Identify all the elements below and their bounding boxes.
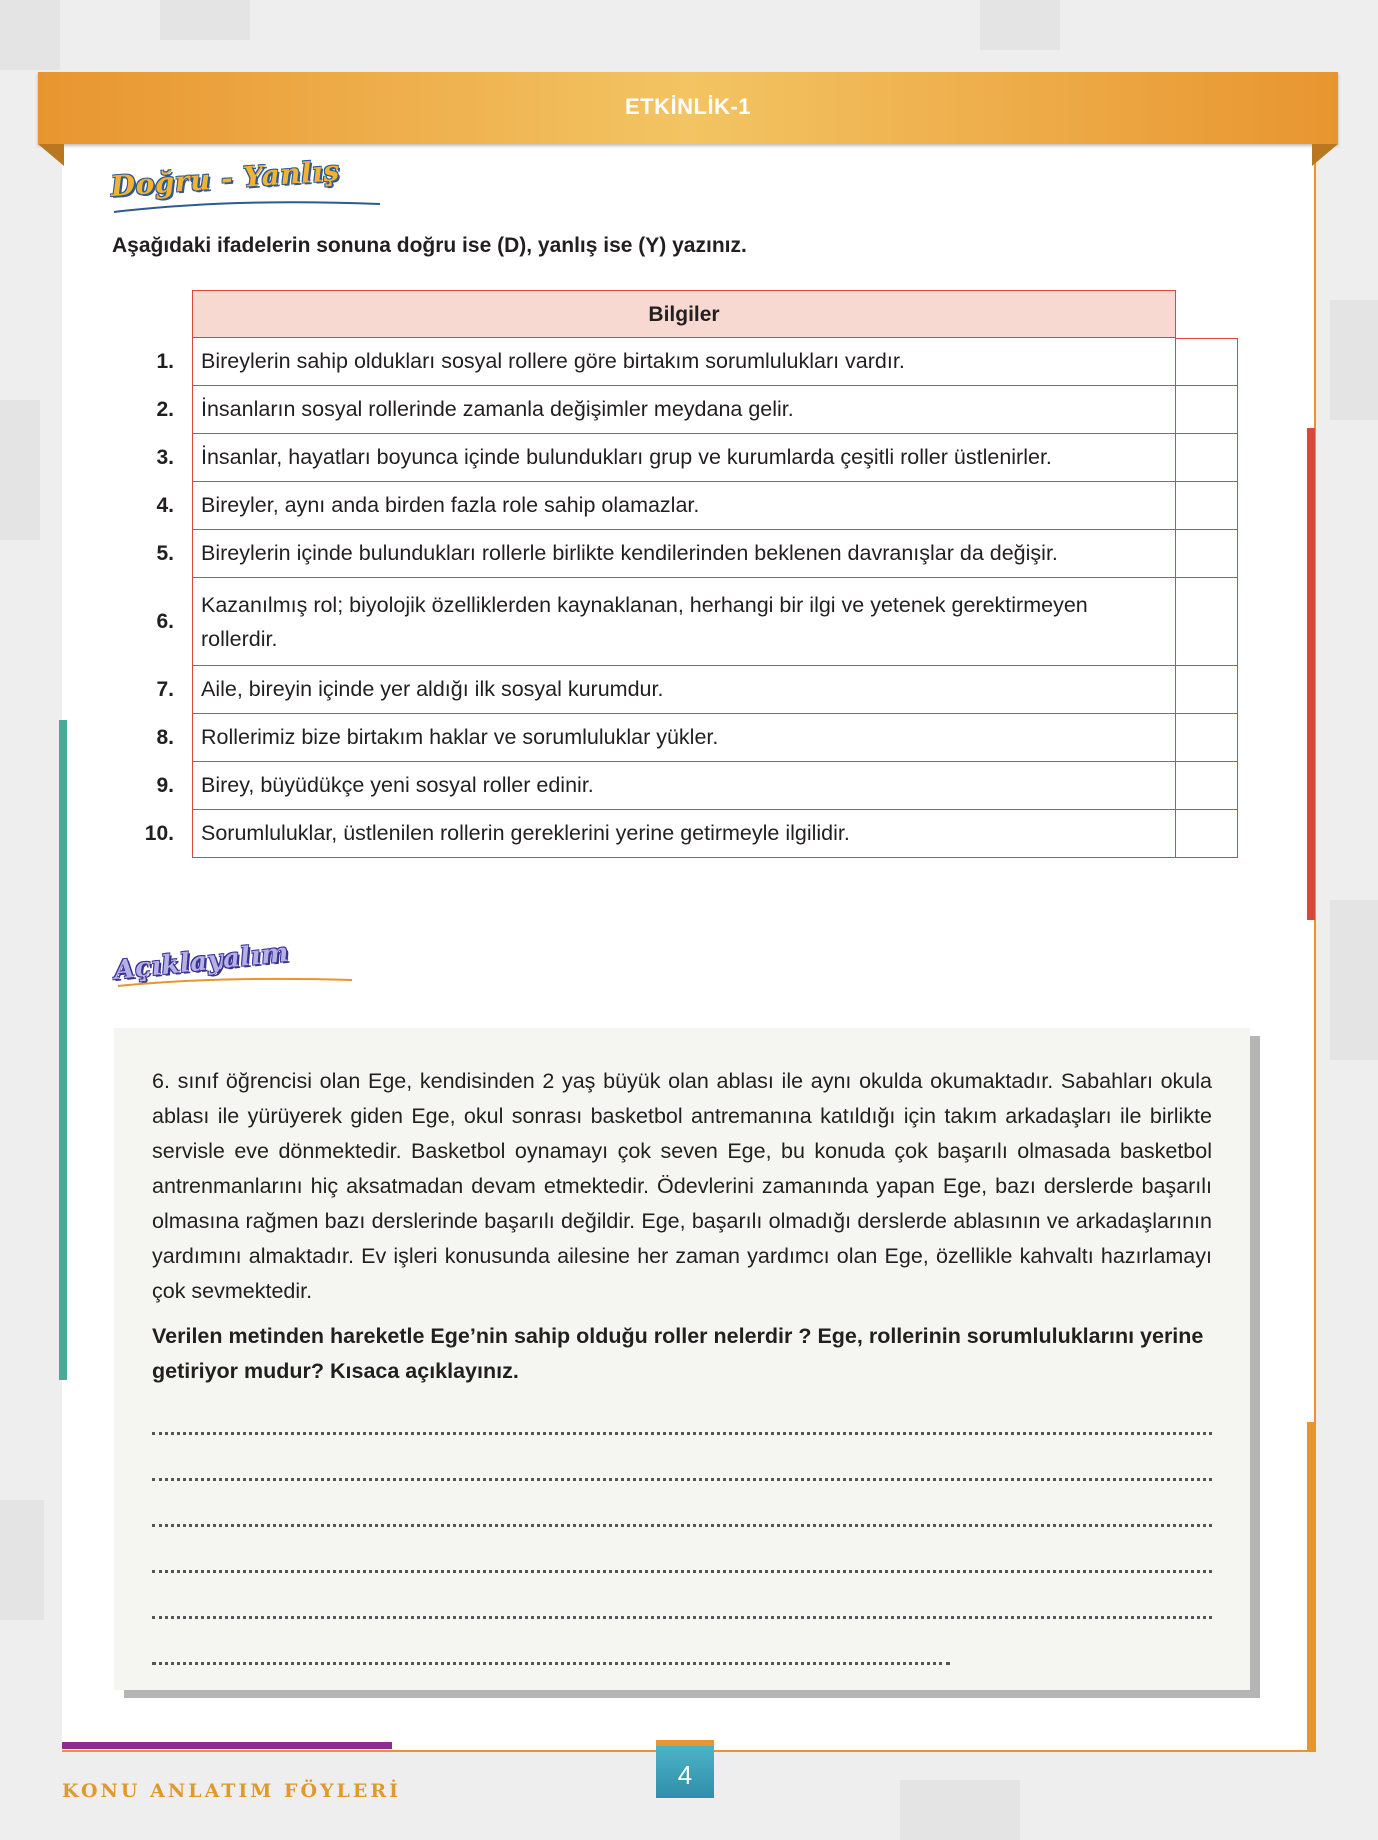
background-tile xyxy=(900,1780,1020,1840)
row-number: 6. xyxy=(156,610,174,633)
row-number: 2. xyxy=(156,398,174,421)
background-tile xyxy=(0,1500,44,1620)
answer-cell[interactable] xyxy=(1176,530,1238,578)
explain-heading: Açıklayalım xyxy=(112,937,291,986)
table-row xyxy=(130,386,1242,434)
answer-cell[interactable] xyxy=(1176,434,1238,482)
answer-line[interactable] xyxy=(152,1568,1212,1573)
table-row xyxy=(130,810,1242,858)
statement-cell: Birey, büyüdükçe yeni sosyal roller edinir. xyxy=(192,762,1176,810)
statement-cell: Sorumluluklar, üstlenilen rollerin gereklerini yerine getirmeyle ilgilidir. xyxy=(192,810,1176,858)
answer-cell[interactable] xyxy=(1176,714,1238,762)
table-row xyxy=(130,530,1242,578)
answer-cell[interactable] xyxy=(1176,338,1238,386)
background-tile xyxy=(1330,900,1378,1060)
table-row xyxy=(130,578,1242,666)
table-row xyxy=(130,762,1242,810)
activity-banner xyxy=(38,72,1338,144)
row-number: 4. xyxy=(156,494,174,517)
answer-cell[interactable] xyxy=(1176,578,1238,666)
activity-title: ETKİNLİK-1 xyxy=(625,94,751,119)
banner-fold-right xyxy=(1312,144,1338,166)
statement-cell: Bireylerin içinde bulundukları rollerle birlikte kendilerinden beklenen davranışlar da değişir. xyxy=(192,530,1176,578)
side-accent-teal xyxy=(59,720,67,1380)
table-row xyxy=(130,434,1242,482)
side-accent-red xyxy=(1307,428,1315,920)
footer-accent-bar xyxy=(62,1742,392,1749)
statement-cell: İnsanlar, hayatları boyunca içinde bulundukları grup ve kurumlarda çeşitli roller üstlenirler. xyxy=(192,434,1176,482)
page-number: 4 xyxy=(656,1740,714,1798)
row-number: 1. xyxy=(156,350,174,373)
answer-line[interactable] xyxy=(152,1660,950,1665)
background-tile xyxy=(1330,300,1378,420)
row-number: 7. xyxy=(156,678,174,701)
answer-cell[interactable] xyxy=(1176,386,1238,434)
statement-cell: Rollerimiz bize birtakım haklar ve sorumluluklar yükler. xyxy=(192,714,1176,762)
instruction-text: Aşağıdaki ifadelerin sonuna doğru ise (D), yanlış ise (Y) yazınız. xyxy=(112,234,747,257)
heading-underline xyxy=(116,974,356,990)
answer-line[interactable] xyxy=(152,1430,1212,1435)
answer-cell[interactable] xyxy=(1176,482,1238,530)
table-row xyxy=(130,482,1242,530)
answer-line[interactable] xyxy=(152,1522,1212,1527)
answer-cell[interactable] xyxy=(1176,666,1238,714)
table-row xyxy=(130,338,1242,386)
statement-cell: Kazanılmış rol; biyolojik özelliklerden kaynaklanan, herhangi bir ilgi ve yetenek gerektirmeyen rollerdir. xyxy=(192,578,1176,666)
footer-title: KONU ANLATIM FÖYLERİ xyxy=(62,1780,402,1802)
answer-cell[interactable] xyxy=(1176,810,1238,858)
row-number: 8. xyxy=(156,726,174,749)
row-number: 9. xyxy=(156,774,174,797)
heading-underline xyxy=(112,196,382,216)
statement-cell: İnsanların sosyal rollerinde zamanla değişimler meydana gelir. xyxy=(192,386,1176,434)
scenario-paragraph: 6. sınıf öğrencisi olan Ege, kendisinden 2 yaş büyük olan ablası ile aynı okulda okumaktadır. Sabahları okula ablası ile yürüyerek giden Ege, okul sonrası basketbol antremanına katıldığı için takım arkadaşları ile birlikte servisle eve dönmektedir. Basketbol oynamayı çok seven Ege, bu konuda çok başarılı olmasada basketbol antrenmanlarını hiç aksatmadan devam etmektedir. Ödevlerini zamanında yapan Ege, bazı derslerde başarılı olmasına rağmen bazı derslerinde başarılı değildir. Ege, başarılı olmadığı derslerde ablasının ve arkadaşlarının yardımını almaktadır. Ev işleri konusunda ailesine her zaman yardımcı olan Ege, özellikle kahvaltı hazırlamayı çok sevmektedir. xyxy=(152,1069,1212,1303)
scenario-box xyxy=(114,1028,1250,1690)
banner-fold-left xyxy=(38,144,64,166)
background-tile xyxy=(0,400,40,540)
statement-cell: Bireylerin sahip oldukları sosyal rollere göre birtakım sorumlulukları vardır. xyxy=(192,338,1176,386)
side-accent-orange xyxy=(1307,1422,1315,1752)
background-tile xyxy=(160,0,250,40)
row-number: 10. xyxy=(144,822,174,845)
background-tile xyxy=(980,0,1060,50)
background-tile xyxy=(0,0,60,70)
true-false-heading: Doğru - Yanlış xyxy=(109,154,341,203)
statement-cell: Bireyler, aynı anda birden fazla role sahip olamazlar. xyxy=(192,482,1176,530)
row-number: 3. xyxy=(156,446,174,469)
answer-line[interactable] xyxy=(152,1614,1212,1619)
answer-cell[interactable] xyxy=(1176,762,1238,810)
table-row xyxy=(130,666,1242,714)
table-row xyxy=(130,714,1242,762)
statement-cell: Aile, bireyin içinde yer aldığı ilk sosyal kurumdur. xyxy=(192,666,1176,714)
table-header: Bilgiler xyxy=(192,290,1176,338)
question-text: Verilen metinden hareketle Ege’nin sahip olduğu roller nelerdir ? Ege, rollerinin sorumluluklarını yerine getiriyor mudur? Kısaca açıklayınız. xyxy=(152,1324,1204,1383)
answer-line[interactable] xyxy=(152,1476,1212,1481)
row-number: 5. xyxy=(156,542,174,565)
